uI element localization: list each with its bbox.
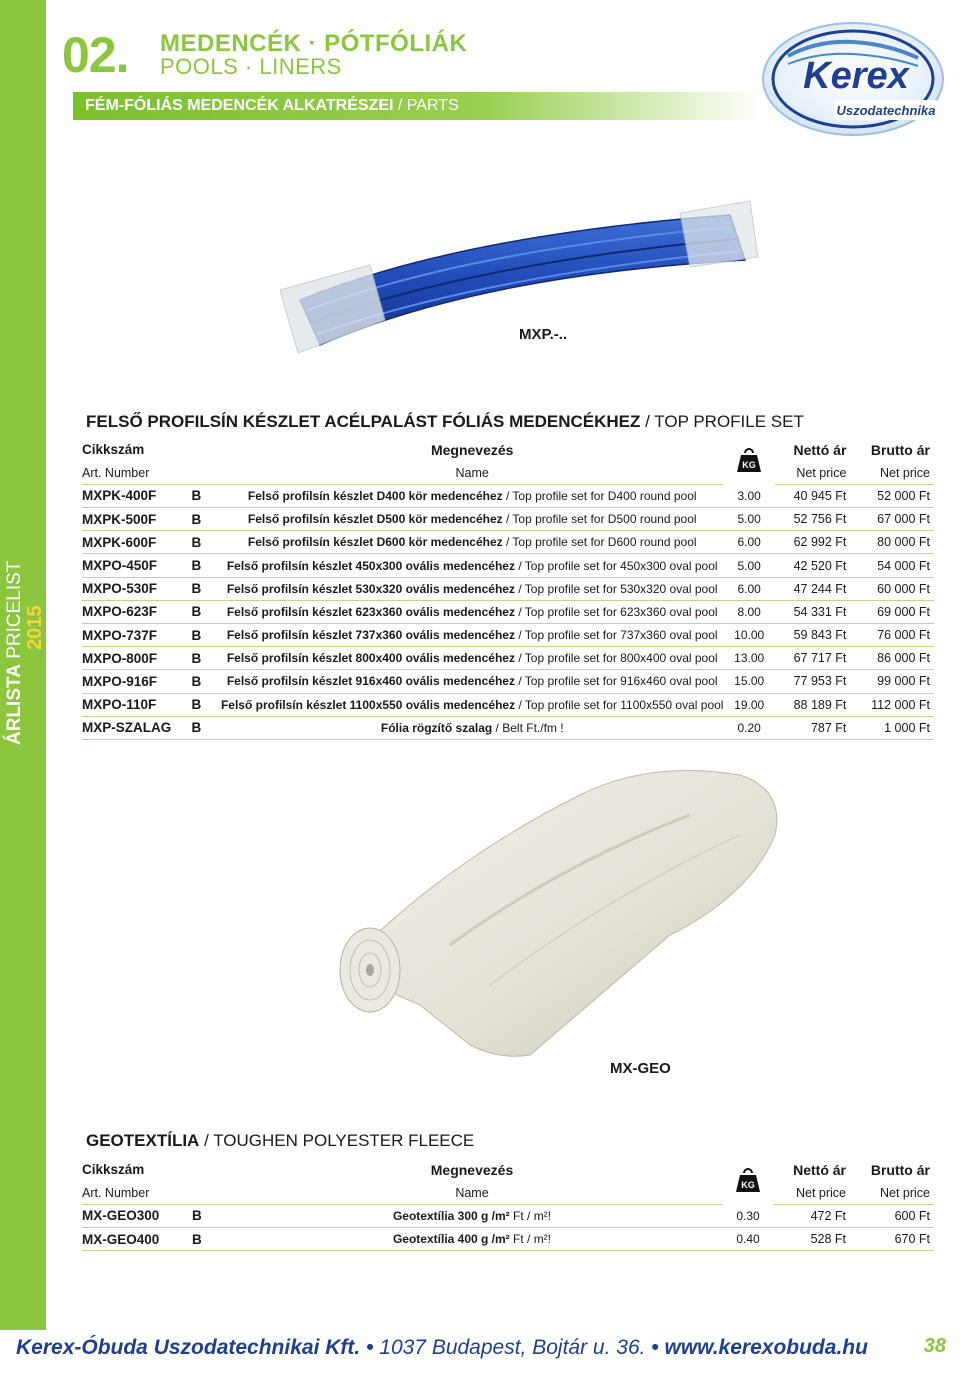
table-row (82, 693, 934, 716)
col-weight-header (722, 1158, 774, 1204)
row-weight: 0.40 (722, 1228, 774, 1251)
table-row (82, 647, 934, 670)
row-net-price: 54 331 Ft (775, 600, 855, 623)
kerex-logo (758, 18, 948, 140)
row-category: B (191, 484, 220, 507)
row-name-en: Ft / m²! (509, 1208, 552, 1223)
footer-company: Kerex-Óbuda Uszodatechnikai Kft. (16, 1336, 361, 1359)
row-net-price: 528 Ft (774, 1228, 854, 1251)
row-name-hu: Fólia rögzítő szalag (380, 720, 493, 735)
row-name-hu: Felső profilsín készlet D500 kör medencéhez (247, 512, 503, 527)
chapter-title: MEDENCÉK · PÓTFÓLIÁK (160, 30, 468, 57)
row-weight: 10.00 (723, 624, 774, 647)
row-weight: 5.00 (723, 554, 774, 577)
row-name-en: / Top profile set for 737x360 oval pool (514, 628, 718, 643)
row-gross-price: 76 000 Ft (854, 624, 934, 647)
row-code: MXPO-450F (82, 554, 191, 577)
section1-title-en: TOP PROFILE SET (654, 412, 804, 431)
row-gross-price: 86 000 Ft (854, 647, 934, 670)
footer-website[interactable]: www.kerexobuda.hu (664, 1336, 868, 1359)
row-code: MXPO-530F (82, 577, 191, 600)
section-bar-en: PARTS (406, 97, 459, 114)
row-gross-price: 80 000 Ft (854, 531, 934, 554)
page-number: 38 (923, 1335, 946, 1357)
row-net-price: 787 Ft (775, 716, 855, 739)
row-category: B (191, 670, 220, 693)
row-gross-price: 52 000 Ft (854, 484, 934, 507)
section2-title: GEOTEXTÍLIA / TOUGHEN POLYESTER FLEECE (86, 1131, 475, 1150)
row-name-en: / Top profile set for 916x460 oval pool (514, 674, 718, 689)
row-category: B (191, 600, 220, 623)
row-name-en: / Top profile set for D600 round pool (502, 535, 697, 550)
row-net-price: 47 244 Ft (775, 577, 855, 600)
row-category: B (191, 554, 220, 577)
col-net-header: Nettó ár (793, 441, 847, 458)
row-net-price: 42 520 Ft (775, 554, 855, 577)
row-code: MXPK-400F (82, 484, 191, 507)
side-arlista: ÁRLISTA (4, 664, 25, 745)
col-code-header: Cikkszám (82, 1162, 145, 1178)
geotextile-price-table (82, 1158, 934, 1251)
chapter-subtitle: POOLS · LINERS (160, 54, 342, 79)
row-net-price: 472 Ft (774, 1204, 854, 1227)
row-weight: 19.00 (723, 693, 774, 716)
side-year: 2015 (24, 605, 46, 650)
table-row (82, 624, 934, 647)
row-name-en: / Top profile set for 530x320 oval pool (514, 581, 718, 596)
row-gross-price: 69 000 Ft (854, 600, 934, 623)
table-row (82, 716, 934, 739)
row-category: B (191, 716, 220, 739)
profile-price-table (82, 438, 934, 740)
row-net-price: 77 953 Ft (775, 670, 855, 693)
row-code: MXPO-623F (82, 600, 191, 623)
row-code: MXPO-800F (82, 647, 191, 670)
row-name-hu: Felső profilsín készlet 530x320 ovális medencéhez (226, 581, 515, 596)
row-category: B (192, 1204, 222, 1227)
table-row (82, 1228, 934, 1251)
row-code: MXP-SZALAG (82, 716, 191, 739)
table-header-row (82, 1158, 934, 1181)
col-gross-header: Brutto ár (870, 1161, 930, 1178)
row-category: B (191, 624, 220, 647)
row-gross-price: 112 000 Ft (854, 693, 934, 716)
row-net-price: 88 189 Ft (775, 693, 855, 716)
row-name (221, 577, 724, 600)
col-net-subheader: Net price (774, 1181, 854, 1204)
row-category: B (191, 577, 220, 600)
table-row (82, 531, 934, 554)
row-gross-price: 54 000 Ft (854, 554, 934, 577)
row-category: B (191, 693, 220, 716)
row-net-price: 40 945 Ft (775, 484, 855, 507)
row-name (221, 531, 724, 554)
row-name-hu: Felső profilsín készlet 800x400 ovális medencéhez (226, 651, 515, 666)
row-name-hu: Felső profilsín készlet 916x460 ovális medencéhez (226, 674, 515, 689)
svg-text:KG: KG (742, 459, 756, 470)
geo-image-caption: MX-GEO (610, 1060, 671, 1077)
row-name-en: / Top profile set for D500 round pool (502, 512, 697, 527)
row-name (221, 600, 724, 623)
table-row (82, 1204, 934, 1227)
row-net-price: 67 717 Ft (775, 647, 855, 670)
row-category: B (191, 531, 220, 554)
row-name (221, 508, 724, 531)
chapter-number: 02. (62, 27, 129, 83)
row-gross-price: 60 000 Ft (854, 577, 934, 600)
col-code-header: Cikkszám (82, 442, 145, 458)
row-code: MX-GEO400 (82, 1228, 192, 1251)
row-name-hu: Felső profilsín készlet D400 kör medencéhez (247, 488, 503, 503)
row-name-en: / Belt Ft./fm ! (492, 720, 564, 735)
row-name (221, 484, 724, 507)
row-name (221, 670, 724, 693)
side-pricelist: PRICELIST (4, 560, 25, 659)
row-name (221, 554, 724, 577)
col-code-subheader: Art. Number (82, 1181, 192, 1204)
col-gross-subheader: Net price (854, 461, 934, 484)
row-category: B (191, 647, 220, 670)
row-name-en: / Top profile set for 450x300 oval pool (514, 558, 718, 573)
row-weight: 15.00 (723, 670, 774, 693)
row-name-en: / Top profile set for 1100x550 oval pool (515, 697, 724, 712)
row-code: MXPO-110F (82, 693, 191, 716)
row-name-hu: Felső profilsín készlet 737x360 ovális medencéhez (226, 628, 515, 643)
table-header-row (82, 438, 934, 461)
row-code: MXPO-916F (82, 670, 191, 693)
row-weight: 3.00 (723, 484, 774, 507)
weight-kg-icon (735, 1167, 761, 1189)
section-bar: FÉM-FÓLIÁS MEDENCÉK ALKATRÉSZEI / PARTS (73, 92, 763, 120)
row-name (222, 1228, 722, 1251)
col-code-subheader: Art. Number (82, 461, 191, 484)
col-name-subheader: Name (222, 1181, 722, 1204)
row-name-hu: Felső profilsín készlet 450x300 ovális medencéhez (226, 558, 515, 573)
profile-image-caption: MXP.-.. (519, 326, 568, 343)
col-weight-header (723, 438, 774, 484)
row-name (221, 624, 724, 647)
col-net-subheader: Net price (775, 461, 855, 484)
row-weight: 6.00 (723, 531, 774, 554)
section2-title-en: TOUGHEN POLYESTER FLEECE (213, 1131, 475, 1150)
row-code: MXPK-600F (82, 531, 191, 554)
col-gross-header: Brutto ár (870, 441, 930, 458)
logo-tagline: Uszodatechnika (836, 103, 936, 118)
table-row (82, 484, 934, 507)
profile-rail-image (280, 195, 760, 370)
row-category: B (191, 508, 220, 531)
row-weight: 5.00 (723, 508, 774, 531)
table-row (82, 577, 934, 600)
row-gross-price: 99 000 Ft (854, 670, 934, 693)
row-code: MXPO-737F (82, 624, 191, 647)
section1-title: FELSŐ PROFILSÍN KÉSZLET ACÉLPALÁST FÓLIÁS MEDENCÉKHEZ / TOP PROFILE SET (86, 412, 804, 431)
row-category: B (192, 1228, 222, 1251)
page-footer: Kerex-Óbuda Uszodatechnikai Kft. • 1037 Budapest, Bojtár u. 36. • www.kerexobuda.hu 38 (0, 1330, 960, 1375)
row-name (221, 647, 724, 670)
row-weight: 13.00 (723, 647, 774, 670)
row-name-en: / Top profile set for 623x360 oval pool (514, 604, 718, 619)
row-gross-price: 1 000 Ft (854, 716, 934, 739)
table-subheader-row (82, 461, 934, 484)
row-net-price: 62 992 Ft (775, 531, 855, 554)
table-subheader-row (82, 1181, 934, 1204)
row-name (221, 693, 724, 716)
geotextile-roll-image (330, 755, 790, 1060)
row-gross-price: 670 Ft (854, 1228, 934, 1251)
row-name (221, 716, 724, 739)
section1-title-hu: FELSŐ PROFILSÍN KÉSZLET ACÉLPALÁST FÓLIÁS MEDENCÉKHEZ (86, 412, 641, 431)
row-net-price: 52 756 Ft (775, 508, 855, 531)
col-name-header: Megnevezés (430, 441, 514, 458)
row-name-hu: Geotextília 400 g /m² (392, 1232, 510, 1247)
row-net-price: 59 843 Ft (775, 624, 855, 647)
row-name-hu: Geotextília 300 g /m² (392, 1208, 510, 1223)
row-weight: 0.20 (723, 716, 774, 739)
section-bar-hu: FÉM-FÓLIÁS MEDENCÉK ALKATRÉSZEI (85, 97, 394, 114)
row-name-en: / Top profile set for 800x400 oval pool (514, 651, 718, 666)
row-name-hu: Felső profilsín készlet D600 kör medencéhez (247, 535, 503, 550)
section2-title-hu: GEOTEXTÍLIA (86, 1131, 200, 1150)
row-gross-price: 67 000 Ft (854, 508, 934, 531)
col-name-header: Megnevezés (430, 1161, 514, 1178)
row-weight: 0.30 (722, 1204, 774, 1227)
row-name-en: / Top profile set for D400 round pool (502, 488, 697, 503)
table-row (82, 600, 934, 623)
col-name-subheader: Name (221, 461, 724, 484)
row-name-hu: Felső profilsín készlet 623x360 ovális medencéhez (226, 604, 515, 619)
row-code: MX-GEO300 (82, 1204, 192, 1227)
logo-brand: Kerex (803, 55, 909, 97)
row-name-en: Ft / m²! (509, 1232, 552, 1247)
svg-text:KG: KG (741, 1179, 755, 1190)
row-name (222, 1204, 722, 1227)
table-row (82, 554, 934, 577)
footer-address: 1037 Budapest, Bojtár u. 36. (379, 1336, 646, 1359)
row-name-hu: Felső profilsín készlet 1100x550 ovális medencéhez (220, 697, 516, 712)
col-net-header: Nettó ár (793, 1161, 846, 1178)
row-weight: 8.00 (723, 600, 774, 623)
row-gross-price: 600 Ft (854, 1204, 934, 1227)
row-code: MXPK-500F (82, 508, 191, 531)
row-weight: 6.00 (723, 577, 774, 600)
table-row (82, 508, 934, 531)
table-row (82, 670, 934, 693)
col-gross-subheader: Net price (854, 1181, 934, 1204)
weight-kg-icon (736, 447, 762, 469)
